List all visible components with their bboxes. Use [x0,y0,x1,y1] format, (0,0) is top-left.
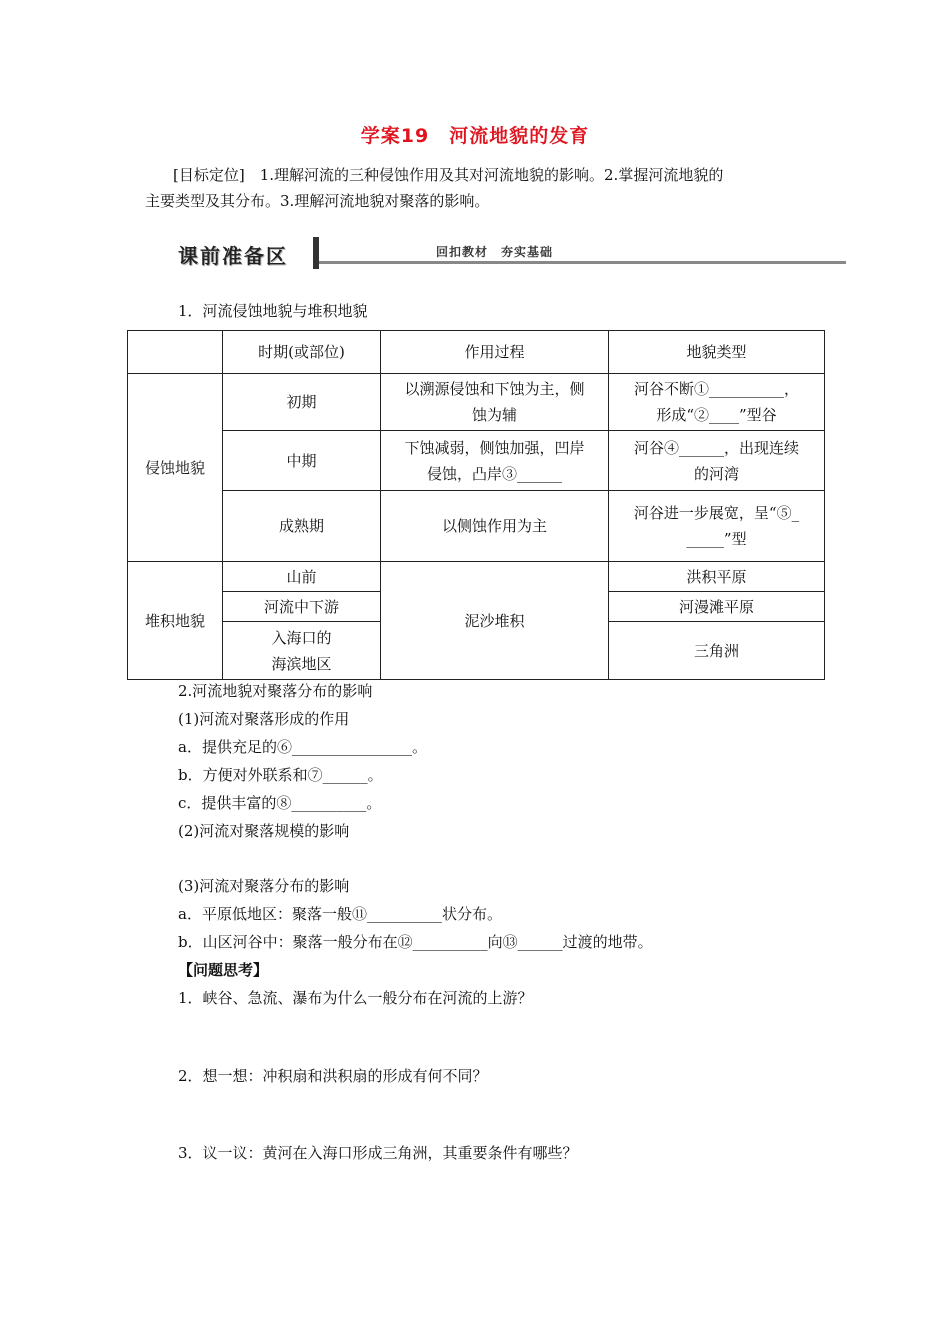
landform-line: 河谷进一步展宽，呈“⑤_ [633,504,800,522]
location-cell [223,592,381,622]
header-cell-landform: 地貌类型 [609,331,825,374]
process-line: 蚀为辅 [471,406,517,424]
landform-line: 形成“②____”型谷 [656,406,777,424]
list-item: a．平原低地区：聚落一般⑪__________状分布。 [178,905,502,923]
process-cell [381,491,609,562]
learning-goals [145,162,815,214]
table-header-row [128,331,825,374]
landform-cell: 三角洲 [609,622,825,680]
banner-subtitle: 回扣教材 夯实基础 [436,245,554,259]
location-line: 海滨地区 [271,654,332,673]
subheading-3: (3)河流对聚落分布的影响 [178,877,350,895]
section-banner [178,237,846,271]
list-item: c．提供丰富的⑧__________。 [178,794,382,812]
erosion-label-cell: 侵蚀地貌 [128,374,223,562]
process-line: 下蚀减弱，侧蚀加强，凹岸 [404,438,585,457]
location-line: 山前 [286,567,317,586]
process-cell [381,431,609,491]
page-title: 学案19 河流地貌的发育 [360,125,590,147]
table-row [128,374,825,431]
goal-line-1: [目标定位] 1.理解河流的三种侵蚀作用及其对河流地貌的影响。2.掌握河流地貌的 [173,166,724,184]
location-line: 河流中下游 [263,597,339,616]
subheading-2: (2)河流对聚落规模的影响 [178,822,350,840]
section-1-heading: 1．河流侵蚀地貌与堆积地貌 [178,302,368,320]
table-row [128,562,825,592]
landform-line: 河谷不断①__________， [633,380,799,398]
period-cell: 成熟期 [223,491,381,562]
landform-table [127,330,825,680]
landform-cell: 洪积平原 [609,562,825,592]
table-row [128,491,825,562]
section-2-heading: 2.河流地貌对聚落分布的影响 [178,682,373,700]
process-line: 以侧蚀作用为主 [441,517,547,535]
banner-line [319,261,846,264]
landform-cell [609,491,825,562]
subheading-1: (1)河流对聚落形成的作用 [178,710,350,728]
period-cell: 初期 [223,374,381,431]
list-item: a．提供充足的⑥________________。 [178,738,427,756]
location-cell [223,562,381,592]
process-line: 侵蚀，凸岸③______ [426,464,562,483]
deposit-label-cell: 堆积地貌 [128,562,223,680]
landform-cell [609,431,825,491]
landform-line: _____”型 [686,530,747,548]
question-3: 3．议一议：黄河在入海口形成三角洲，其重要条件有哪些？ [178,1144,578,1162]
header-cell-process: 作用过程 [381,331,609,374]
questions-heading: 【问题思考】 [178,961,269,979]
question-2: 2．想一想：冲积扇和洪积扇的形成有何不同？ [178,1067,488,1085]
landform-line: 河谷④______，出现连续 [633,438,799,457]
period-cell: 中期 [223,431,381,491]
banner-bar [313,237,319,269]
process-cell [381,374,609,431]
landform-cell [609,374,825,431]
list-item: b．方便对外联系和⑦______。 [178,766,383,784]
list-item: b．山区河谷中：聚落一般分布在⑫__________向⑬______过渡的地带。 [178,933,653,951]
banner-label: 课前准备区 [178,244,288,268]
process-line: 以溯源侵蚀和下蚀为主，侧 [404,380,585,398]
deposit-process-cell: 泥沙堆积 [381,562,609,680]
header-cell-empty [128,331,223,374]
landform-cell: 河漫滩平原 [609,592,825,622]
question-1: 1．峡谷、急流、瀑布为什么一般分布在河流的上游？ [178,989,533,1007]
goal-line-2: 主要类型及其分布。3.理解河流地貌对聚落的影响。 [145,192,490,210]
table-row [128,431,825,491]
location-cell [223,622,381,680]
landform-line: 的河湾 [693,464,739,483]
header-cell-period: 时期(或部位) [223,331,381,374]
location-line: 入海口的 [271,628,332,647]
